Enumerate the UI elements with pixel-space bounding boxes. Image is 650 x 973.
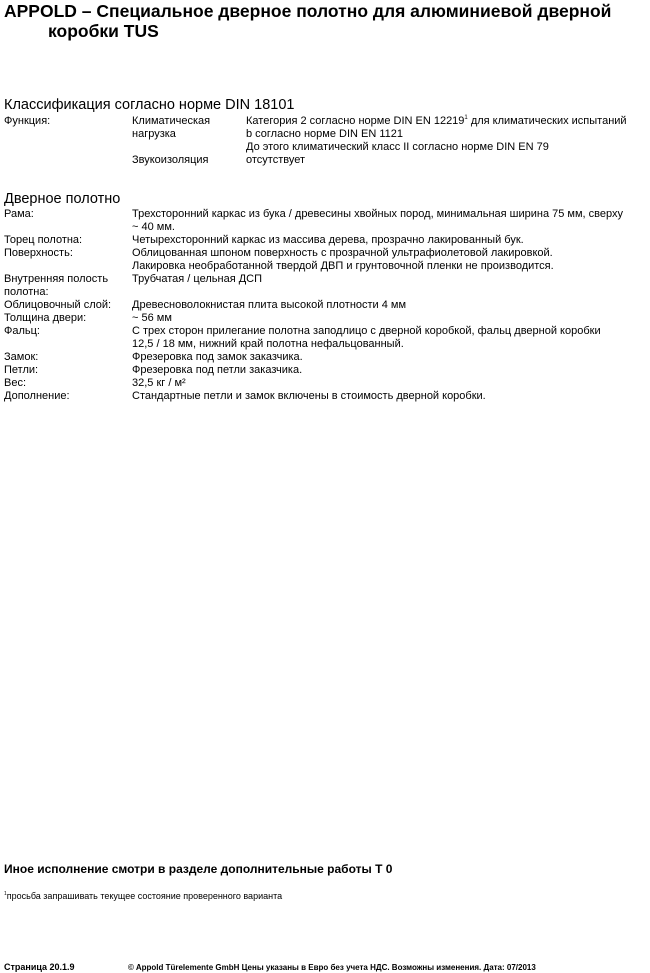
page-number: Страница 20.1.9	[4, 962, 75, 972]
page-title-line-2: коробки TUS	[48, 21, 159, 41]
weight-row	[0, 377, 650, 390]
climate-label-1: Климатическая	[132, 115, 211, 127]
footnote-mark: 1	[4, 891, 7, 897]
frame-value-1: Трехсторонний каркас из бука / древесины хвойных пород, минимальная ширина 75 мм, сверху	[132, 208, 623, 220]
frame-row	[0, 208, 650, 234]
addition-label: Дополнение:	[4, 390, 70, 402]
hinges-value: Фрезеровка под петли заказчика.	[132, 364, 303, 376]
surface-label: Поверхность:	[4, 247, 73, 259]
thickness-label: Толщина двери:	[4, 312, 87, 324]
weight-value: 32,5 кг / м²	[132, 377, 186, 389]
rebate-value-1: С трех сторон прилегание полотна заподлицо с дверной коробкой, фальц дверной коробки	[132, 325, 601, 337]
lock-value: Фрезеровка под замок заказчика.	[132, 351, 303, 363]
sound-row	[0, 154, 650, 167]
cavity-label-2: полотна:	[4, 286, 49, 298]
door-leaf-heading: Дверное полотно	[4, 191, 121, 207]
hinges-label: Петли:	[4, 364, 39, 376]
cavity-row	[0, 273, 650, 299]
addition-row	[0, 390, 650, 403]
sound-label: Звукоизоляция	[132, 154, 209, 166]
footnote	[4, 891, 282, 902]
climate-value-3: До этого климатический класс II согласно норме DIN EN 79	[246, 141, 549, 153]
copyright-line: © Appold Türelemente GmbH Цены указаны в Евро без учета НДС. Возможны изменения. Дата: 07/2013	[128, 963, 536, 972]
surface-value-1: Облицованная шпоном поверхность с прозрачной ультрафиолетовой лакировкой.	[132, 247, 553, 259]
thickness-value: ~ 56 мм	[132, 312, 172, 324]
page-title-line-1: APPOLD – Специальное дверное полотно для алюминиевой дверной	[4, 1, 612, 21]
climate-value-1: Категория 2 согласно норме DIN EN 12219$^1$ для климатических испытаний	[246, 115, 627, 127]
climate-label-2: нагрузка	[132, 128, 176, 140]
frame-label: Рама:	[4, 208, 34, 220]
thickness-row	[0, 312, 650, 325]
facing-value: Древесноволокнистая плита высокой плотности 4 мм	[132, 299, 407, 311]
function-row	[0, 115, 650, 128]
hinges-row	[0, 364, 650, 377]
rebate-label: Фальц:	[4, 325, 40, 337]
surface-value-2: Лакировка необработанной твердой ДВП и грунтовочной пленки не производится.	[132, 260, 554, 272]
cavity-label-1: Внутренняя полость	[4, 273, 109, 285]
lock-label: Замок:	[4, 351, 39, 363]
climate-row-3	[0, 141, 650, 154]
addition-value: Стандартные петли и замок включены в стоимость дверной коробки.	[132, 390, 486, 402]
weight-label: Вес:	[4, 377, 27, 389]
rebate-row	[0, 325, 650, 351]
climate-row-2	[0, 128, 650, 141]
rebate-value-2: 12,5 / 18 мм, нижний край полотна нефальцованный.	[132, 338, 404, 350]
other-version-note: Иное исполнение смотри в разделе дополнительные работы Т 0	[4, 862, 393, 876]
facing-label: Облицовочный слой:	[4, 299, 112, 311]
surface-row	[0, 247, 650, 273]
function-label: Функция:	[4, 115, 51, 127]
cavity-value: Трубчатая / цельная ДСП	[132, 273, 263, 285]
edge-label: Торец полотна:	[4, 234, 83, 246]
frame-value-2: ~ 40 мм.	[132, 221, 175, 233]
page-title	[4, 1, 644, 41]
climate-value-2: b согласно норме DIN EN 1121	[246, 128, 404, 140]
edge-row	[0, 234, 650, 247]
classification-heading: Классификация согласно норме DIN 18101	[4, 97, 295, 113]
footnote-text: просьба запрашивать текущее состояние проверенного варианта	[6, 891, 283, 901]
lock-row	[0, 351, 650, 364]
sound-value: отсутствует	[246, 154, 306, 166]
footnote-ref: 1	[464, 115, 468, 121]
edge-value: Четырехсторонний каркас из массива дерева, прозрачно лакированный бук.	[132, 234, 524, 246]
facing-row	[0, 299, 650, 312]
